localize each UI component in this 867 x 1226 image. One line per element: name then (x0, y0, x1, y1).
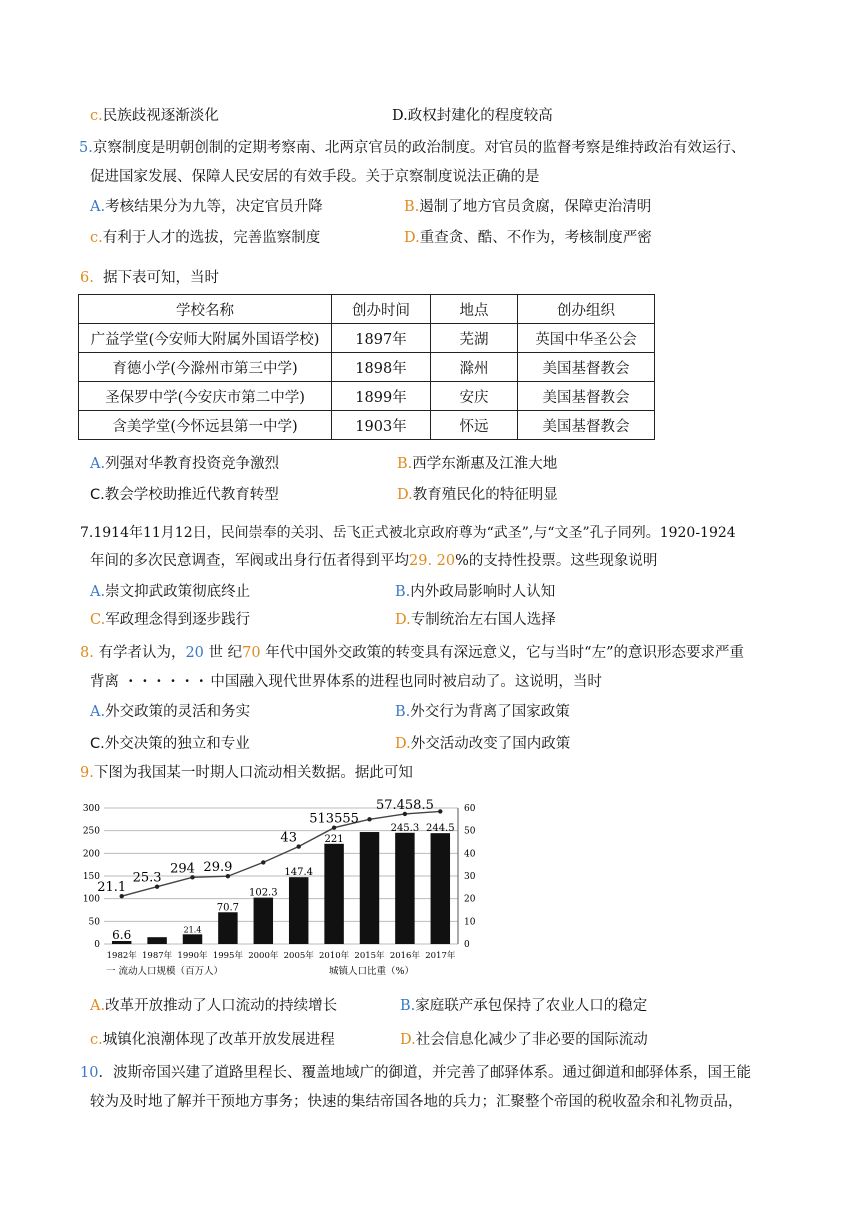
line-label: 513555 (309, 811, 359, 827)
option-letter: C. (90, 487, 105, 503)
line-label: 43 (280, 830, 297, 846)
table-cell: 1903年 (332, 411, 431, 440)
right-axis-tick: 30 (464, 872, 476, 882)
q7-option-b (395, 582, 555, 602)
option-text: 崇文抑武政策彻底终止 (105, 584, 251, 600)
legend-bars: 一 流动人口规模（百万人） (106, 966, 224, 977)
option-letter: B. (395, 704, 411, 720)
question-text: ．波斯帝国兴建了道路里程长、覆盖地域广的御道，并完善了邮驿体系。通过御道和邮驿体系，国王能 (98, 1065, 751, 1081)
q9-stem (80, 763, 413, 783)
option-text: 外交决策的独立和专业 (104, 736, 250, 752)
option-letter: A. (90, 456, 106, 472)
option-text: 民族歧视逐渐淡化 (102, 108, 219, 124)
bar (183, 934, 202, 944)
table-cell: 英国中华圣公会 (518, 324, 655, 353)
q5-option-d (404, 228, 652, 248)
right-axis-tick: 50 (464, 826, 476, 837)
bar (360, 832, 379, 944)
q9-option-b (400, 996, 647, 1016)
table-cell: 美国基督教会 (518, 382, 655, 411)
line-point (367, 817, 371, 821)
option-letter: A. (90, 584, 106, 600)
population-chart (78, 798, 498, 988)
bar-label: 102.3 (248, 887, 278, 899)
q6-option-b (397, 454, 557, 474)
question-text: 年间的多次民意调查，军阀或出身行伍者得到平均 (90, 553, 409, 569)
table-cell: 美国基督教会 (518, 353, 655, 382)
left-axis-tick: 150 (82, 872, 100, 882)
x-tick-label: 2000年 (248, 951, 279, 961)
option-text: 外交行为背离了国家政策 (410, 704, 570, 720)
option-letter: c. (90, 230, 103, 246)
q7-option-a (90, 582, 250, 602)
option-letter: D. (397, 487, 413, 503)
bar (395, 833, 414, 944)
table-cell: 育德小学(今滁州市第三中学) (79, 353, 332, 382)
right-axis-tick: 40 (464, 849, 476, 860)
table-header: 地点 (431, 295, 518, 324)
right-axis-tick: 20 (464, 894, 476, 905)
q8-option-a (90, 702, 250, 722)
option-letter: A. (90, 704, 106, 720)
bar (254, 898, 273, 944)
option-text: 军政理念得到逐步践行 (105, 612, 251, 628)
number-text: 70 (242, 645, 261, 661)
q8-stem-line2 (90, 672, 602, 692)
option-letter: c. (90, 1032, 103, 1048)
option-letter: D. (404, 230, 420, 246)
table-cell: 滁州 (431, 353, 518, 382)
q7-stem-line1 (80, 523, 736, 543)
x-tick-label: 2016年 (389, 951, 420, 961)
left-axis-tick: 250 (82, 826, 100, 837)
table-row (79, 324, 655, 353)
q4-option-c (90, 106, 219, 126)
left-axis-tick: 100 (82, 894, 100, 905)
bar-label: 244.5 (425, 823, 455, 835)
table-row (79, 353, 655, 382)
option-text: 改革开放推动了人口流动的持续增长 (105, 998, 338, 1014)
right-axis-tick: 10 (464, 917, 476, 928)
q7-stem-line2 (90, 551, 657, 571)
q7-option-d (395, 610, 556, 630)
q7-option-c (90, 610, 250, 630)
x-tick-label: 2015年 (354, 951, 385, 961)
line-point (297, 844, 301, 848)
table-header-row (79, 295, 655, 324)
option-letter: B. (395, 584, 411, 600)
x-tick-label: 1987年 (142, 951, 173, 961)
q6-option-a (90, 454, 279, 474)
option-letter: D. (392, 108, 408, 124)
option-text: 西学东渐惠及江淮大地 (412, 456, 558, 472)
bar (147, 937, 166, 944)
option-text: 外交活动改变了国内政策 (410, 736, 571, 752)
bar (289, 877, 308, 944)
x-tick-label: 1982年 (106, 951, 137, 961)
x-tick-label: 2010年 (319, 951, 350, 961)
question-text: 世 纪 (208, 645, 243, 661)
q5-option-b (404, 197, 651, 217)
option-letter: D. (395, 736, 411, 752)
question-text: 1914年11月12日，民间崇奉的关羽、岳飞正式被北京政府尊为“武圣”,与“文圣”孔子同列。1920-1924 (93, 525, 736, 541)
left-axis-tick: 50 (88, 917, 100, 928)
bar-label: 147.4 (284, 867, 314, 879)
question-text: 据下表可知，当时 (103, 270, 220, 286)
option-letter: B. (400, 998, 416, 1014)
question-text: 背离 (90, 674, 119, 690)
option-text: 政权封建化的程度较高 (407, 108, 553, 124)
table-cell: 广益学堂(今安师大附属外国语学校) (79, 324, 332, 353)
bar-label: 21.4 (183, 925, 202, 935)
option-letter: C. (90, 612, 106, 628)
option-text: 教会学校助推近代教育转型 (104, 487, 279, 503)
q4-option-d (392, 106, 553, 126)
q10-stem-line1 (80, 1063, 751, 1083)
q9-option-a (90, 996, 337, 1016)
q5-option-a (90, 197, 323, 217)
left-axis-tick: 300 (82, 804, 100, 814)
question-number: 9. (80, 765, 94, 781)
option-text: 有利于人才的选拔，完善监察制度 (102, 230, 321, 246)
line-label: 294 (170, 861, 195, 877)
q5-option-c (90, 228, 320, 248)
table-cell: 圣保罗中学(今安庆市第二中学) (79, 382, 332, 411)
x-tick-label: 2017年 (425, 951, 456, 961)
q8-stem-line1 (80, 643, 744, 663)
q8-option-c (90, 734, 250, 754)
option-letter: A. (90, 199, 106, 215)
line-label: 25.3 (132, 870, 162, 886)
option-letter: c. (90, 108, 103, 124)
number-text: 20 (185, 645, 204, 661)
left-axis-tick: 0 (94, 940, 100, 950)
bar (431, 833, 450, 944)
question-number: 8. (80, 645, 94, 661)
q6-option-d (397, 485, 558, 505)
option-letter: C. (90, 736, 105, 752)
q5-stem-line1 (79, 138, 745, 158)
bar-label: 70.7 (216, 902, 240, 914)
q6-stem (80, 268, 219, 288)
x-tick-label: 1990年 (177, 951, 208, 961)
question-text: 中国融入现代世界体系的进程也同时被启动了。这说明，当时 (210, 674, 602, 690)
table-cell: 芜湖 (431, 324, 518, 353)
option-letter: B. (404, 199, 420, 215)
option-text: 专制统治左右国人选择 (410, 612, 556, 628)
table-row (79, 411, 655, 440)
table-header: 创办时间 (332, 295, 431, 324)
line-point (261, 860, 265, 864)
line-label: 57.458.5 (375, 798, 434, 813)
ellipsis-dots: · · · · · · (128, 673, 206, 690)
right-axis-tick: 0 (464, 940, 470, 950)
table-header: 学校名称 (79, 295, 332, 324)
option-letter: D. (400, 1032, 416, 1048)
option-text: 重查贪、酷、不作为，考核制度严密 (419, 230, 652, 246)
table-row (79, 382, 655, 411)
question-text: %的支持性投票。这些现象说明 (455, 553, 658, 569)
option-text: 城镇化浪潮体现了改革开放发展进程 (102, 1032, 335, 1048)
q5-stem-line2: 促进国家发展、保障人民安居的有效手段。关于京察制度说法正确的是 (90, 169, 540, 185)
q8-option-b (395, 702, 570, 722)
table-cell: 1899年 (332, 382, 431, 411)
q8-option-d (395, 734, 570, 754)
option-text: 遏制了地方官员贪腐，保障吏治清明 (419, 199, 652, 215)
table-cell: 含美学堂(今怀远县第一中学) (79, 411, 332, 440)
table-cell: 美国基督教会 (518, 411, 655, 440)
x-tick-label: 1995年 (212, 951, 243, 961)
question-text: 年代中国外交政策的转变具有深远意义，它与当时“左”的意识形态要求严重 (265, 645, 745, 661)
option-letter: A. (90, 998, 106, 1014)
line-point (438, 809, 442, 813)
table-cell: 安庆 (431, 382, 518, 411)
percentage-value: 29. 20 (409, 553, 456, 569)
bar-label: 6.6 (112, 928, 132, 943)
table-cell: 怀远 (431, 411, 518, 440)
line-label: 21.1 (97, 880, 127, 896)
bar-label: 245.3 (390, 822, 420, 834)
option-text: 内外政局影响时人认知 (410, 584, 556, 600)
table-cell: 1897年 (332, 324, 431, 353)
option-text: 列强对华教育投资竞争激烈 (105, 456, 280, 472)
left-axis-tick: 200 (82, 849, 100, 860)
option-text: 考核结果分为九等，决定官员升降 (105, 199, 323, 215)
x-tick-label: 2005年 (283, 951, 314, 961)
table-header: 创办组织 (518, 295, 655, 324)
question-text: 下图为我国某一时期人口流动相关数据。据此可知 (93, 765, 413, 781)
right-axis-tick: 60 (464, 804, 476, 814)
q9-option-d (400, 1030, 648, 1050)
question-number: 7. (80, 525, 94, 541)
option-text: 家庭联产承包保持了农业人口的稳定 (415, 998, 648, 1014)
question-number: 6. (80, 270, 94, 286)
bar (324, 844, 343, 944)
option-text: 外交政策的灵活和务实 (105, 704, 251, 720)
option-text: 社会信息化减少了非必要的国际流动 (415, 1032, 648, 1048)
q6-option-c (90, 485, 279, 505)
line-label: 29.9 (203, 860, 233, 876)
q9-option-c (90, 1030, 335, 1050)
bar-label: 221 (324, 833, 344, 845)
question-text: 京察制度是明朝创制的定期考察南、北两京官员的政治制度。对官员的监督考察是维持政治有效运行、 (92, 140, 746, 156)
legend-line: 城镇人口比重（%） (329, 966, 415, 977)
schools-table (78, 294, 655, 440)
question-text: 有学者认为， (98, 645, 186, 661)
question-number: 5. (79, 140, 93, 156)
option-letter: B. (397, 456, 413, 472)
option-text: 教育殖民化的特征明显 (412, 487, 558, 503)
option-letter: D. (395, 612, 411, 628)
table-cell: 1898年 (332, 353, 431, 382)
bar (218, 912, 237, 944)
q10-stem-line2: 较为及时地了解并干预地方事务；快速的集结帝国各地的兵力；汇聚整个帝国的税收盈余和礼物贡品， (90, 1094, 743, 1110)
question-number: 10 (80, 1065, 99, 1081)
